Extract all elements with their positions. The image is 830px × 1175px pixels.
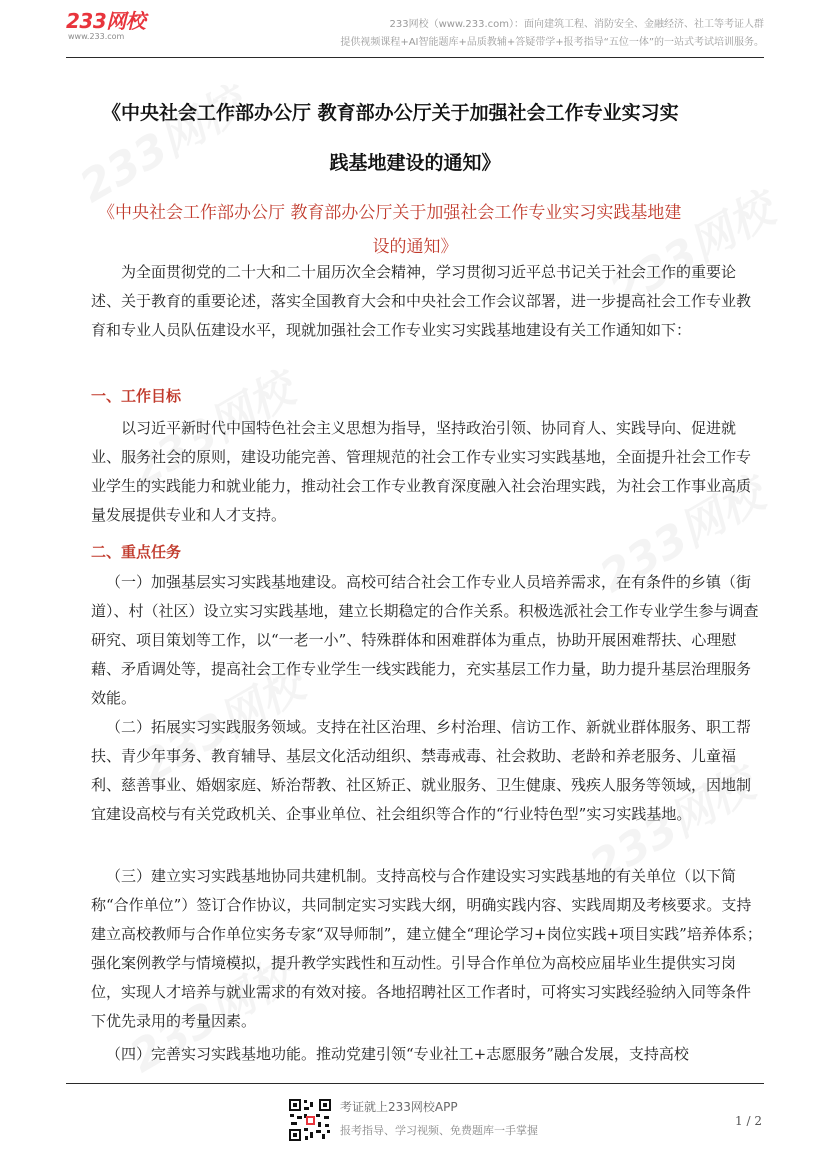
logo-url: www.233.com [68,32,125,41]
goal-paragraph: 以习近平新时代中国特色社会主义思想为指导，坚持政治引领、协同育人、实践导向、促进就业、服务社会的原则，建设功能完善、管理规范的社会工作专业实习实践基地，全面提升社会工作专业学生的实践能力和就业能力，推动社会工作专业教育深度融入社会治理实践，为社会工作事业高质量发展提供专业和人才支持。 [91,419,752,524]
document-subtitle-line1: 《中央社会工作部办公厅 教育部办公厅关于加强社会工作专业实习实践基地建 [98,203,682,223]
app-promo-title: 考证就上233网校APP [340,1100,458,1114]
task-paragraph-4: （四）完善实习实践基地功能。推动党建引领“专业社工+志愿服务”融合发展，支持高校 [106,1045,689,1063]
app-promo-subtitle: 报考指导、学习视频、免费题库一手掌握 [340,1124,538,1137]
document-title-line2: 践基地建设的通知》 [329,152,501,174]
page-number: 1 / 2 [735,1114,762,1128]
page-footer [288,1096,588,1144]
intro-paragraph: 为全面贯彻党的二十大和二十届历次全会精神，学习贯彻习近平总书记关于社会工作的重要论述、关于教育的重要论述，落实全国教育大会和中央社会工作会议部署，进一步提高社会工作专业教育和专业人员队伍建设水平，现就加强社会工作专业实习实践基地建设有关工作通知如下： [91,263,752,339]
section-heading-tasks: 二、重点任务 [91,543,182,561]
document-subtitle-line2: 设的通知》 [372,237,458,257]
brand-logo[interactable] [66,10,176,46]
document-title-line1: 《中央社会工作部办公厅 教育部办公厅关于加强社会工作专业实习实 [102,102,679,124]
watermark [66,69,254,214]
logo-text: 233网校 [66,9,146,33]
header-description: 提供视频课程+AI智能题库+品质教辅+答疑带学+报考指导“五位一体”的一站式考试培训服务。 [340,37,764,48]
task-paragraph-1: （一）加强基层实习实践基地建设。高校可结合社会工作专业人员培养需求，在有条件的乡镇（街道）、村（社区）设立实习实践基地，建立长期稳定的合作关系。积极选派社会工作专业学生参与调查研究、项目策划等工作，以“一老一小”、特殊群体和困难群体为重点，协助开展困难帮扶、心理慰藉、矛盾调处等，提高社会工作专业学生一线实践能力，充实基层工作力量，助力提升基层治理服务效能。 [91,573,759,707]
footer-divider [66,1083,764,1084]
task-paragraph-2: （二）拓展实习实践服务领域。支持在社区治理、乡村治理、信访工作、新就业群体服务、职工帮扶、青少年事务、教育辅导、基层文化活动组织、禁毒戒毒、社会救助、老龄和养老服务、儿童福利、慈善事业、婚姻家庭、矫治帮教、社区矫正、就业服务、卫生健康、残疾人服务等领域，因地制宜建设高校与有关党政机关、企事业单位、社会组织等合作的“行业特色型”实习实践基地。 [91,718,752,823]
page-header [0,0,830,58]
qr-code-icon[interactable] [288,1098,332,1142]
header-tagline: 233网校（www.233.com）：面向建筑工程、消防安全、金融经济、社工等考证人群 [389,19,764,30]
header-divider [66,57,764,58]
task-paragraph-3: （三）建立实习实践基地协同共建机制。支持高校与合作建设实习实践基地的有关单位（以下简称“合作单位”）签订合作协议，共同制定实习实践大纲，明确实践内容、实践周期及考核要求。支持建立高校教师与合作单位实务专家“双导师制”，建立健全“理论学习+岗位实践+项目实践”培养体系；强化案例教学与情境模拟，提升教学实践性和互动性。引导合作单位为高校应届毕业生提供实习岗位，实现人才培养与就业需求的有效对接。各地招聘社区工作者时，可将实习实践经验纳入同等条件下优先录用的考量因素。 [91,867,762,1030]
section-heading-goals: 一、工作目标 [91,387,182,405]
